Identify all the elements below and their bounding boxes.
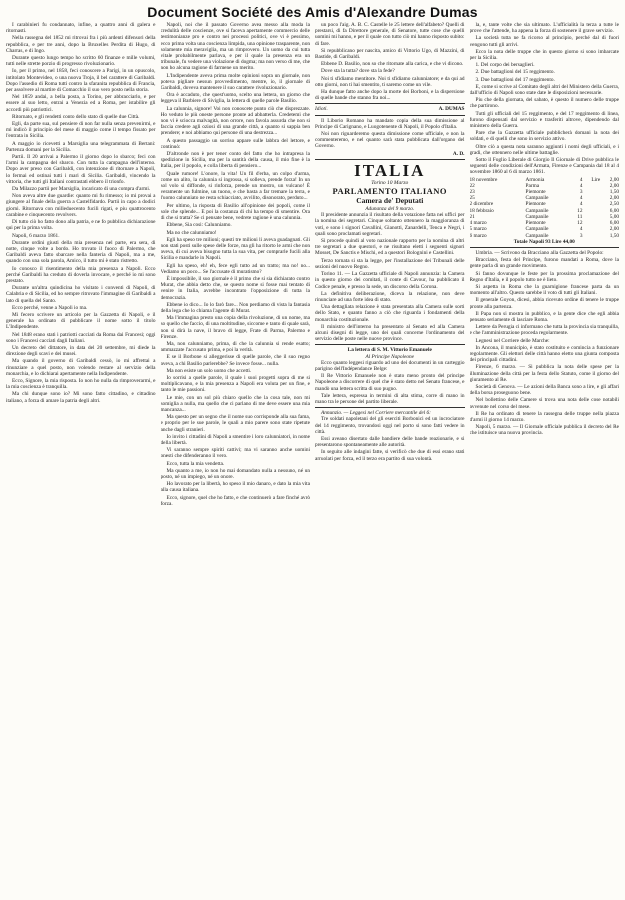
table-cell: 18 novembre <box>469 176 498 183</box>
section-heading: PARLAMENTO ITALIANO <box>332 186 448 197</box>
article-paragraph: Si fanno dovunque le feste per la prossima proclamazione del Regno d'Italia, e il popolo tutto ne è lieto. <box>469 270 619 283</box>
article-paragraph: Tale lettera, espressa in termini di alta stima, corre di mano in mano tra le persone del partito liberale. <box>315 392 465 405</box>
table-cell: Lire <box>591 176 601 183</box>
article-paragraph: Dove sta la tutta? dove sta la fede? <box>321 68 395 75</box>
article-paragraph: Un decreto del dittatore, in data del 20 settembre, mi diede la direzione degli scavi e dei musei. <box>6 344 156 358</box>
article-paragraph: Noi ti sfidiamo mentitore. Noi ti sfidiamo calunniatore; e da qui ad otto giorni, non ti hai smentito, ti saremo come un vile. <box>315 75 465 88</box>
table-cell: 4 <box>579 226 583 233</box>
article-paragraph: Quale rumore! L'onore, la vita! Un fil d'erba, un colpo d'arma, come un alito, la calunnia si ingrossa, si solleva, prende forza! In un sol volo si diffonde, si rinforza, prende un mostro, un vulcano! È veramente un fulmine, un tuono, e che basta a far tremare la terra, e l'uomo calunniato ne resta schiacciato, avvilito, disonorato, perduto... <box>160 170 310 202</box>
table-cell: 3 <box>579 189 583 196</box>
signature-row <box>315 106 465 112</box>
seats-table <box>470 177 620 239</box>
article-paragraph: Partii. Il 20 arrivai a Palermo il giorno dopo lo sbarco; feci con l'armi la campagna del sbarco. Con tutta la campagna dell'interno. Dopo aver preso con Garibaldi, con intenzione di ritornare a Napoli, lo fermai ed ostinai tutti i mari di Sicilia. Garibaldi, vincendo la vittoria, che tutti gli Italiani contrastati ebbero il trionfo. <box>6 154 156 185</box>
article-paragraph: Egli ha speso, eh! eh, fece egli tutto ad un tratto; ma no! no... Vediamo un poco... Se l'accusate di muratismo? <box>160 262 310 275</box>
table-cell: 6,00 <box>609 220 619 227</box>
divider <box>315 103 465 104</box>
article-paragraph: Io invito i cittadini di Napoli a smentire i loro calunniatori, in nome della libertà. <box>160 433 310 446</box>
article-paragraph: Bracciano, festa del Principe, furono mandati a Roma, dove la gente parla di un grande movimento. <box>469 257 619 270</box>
article-paragraph: Ma chi dunque sono io? Mi sono fatto cittadino, e cittadino italiano, a forza di amare la patria degli altri. <box>6 391 156 404</box>
article-paragraph: Lettere da Perugia ci informano che tutta la provincia sia tranquilla, e che l'amministrazione proceda regolarmente. <box>469 324 619 337</box>
article-paragraph: I carabinieri fu condannato, infine, a quattro anni di galera e ritornasti. <box>6 22 156 35</box>
table-cell: 22 <box>469 182 475 189</box>
article-paragraph: 1. Del corpo dei bersaglieri. <box>475 62 535 69</box>
table-cell: Campanile <box>525 226 549 233</box>
article-paragraph: Ma, non calunniamo, prima, di che la calunnia si rende esatto; ammazzate l'accusato prima, e poi la verità. <box>160 340 310 354</box>
table-cell: 1,50 <box>609 189 619 196</box>
article-paragraph: Si procede quindi al voto nazionale rapporto per la nomina di altri tre segretari a due questori, e ne risultano eletti i seguenti signori Mosset, De Sanctis e Mischi, ed a questori Bolognini e Castellini. <box>315 238 465 257</box>
article-paragraph: E, come si scrive al Comitato degli altri del Ministero della Guerra, dall'ufficio di Napoli sono state date le disposizioni necessarie. <box>469 83 619 97</box>
article-paragraph: Ebbene D. Basilio, non so che ritornate alla carica, e che vi dicono. <box>321 61 464 68</box>
columns <box>6 22 619 896</box>
article-paragraph: Ora è accaduto, che quest'uomo, scelto una lettera, un giorno che leggeva il Barbiere di Siviglia, la lettera di quelle parole Basilio. <box>160 92 310 105</box>
article-paragraph: Una dettagliata relazione è stata presentata alla Camera sulle sorti dello Stato, e quanto fanno a ciò che riguarda i fondamenti della monarchia costituzionale. <box>315 304 465 323</box>
table-cell: 2,00 <box>609 176 619 183</box>
article-paragraph: Nel 1848 erano stati i patriotti cacciati da Roma dai Francesi; oggi sono i Francesi cacciati dagli Italiani. <box>6 331 156 344</box>
article-paragraph: A maggio io ricevetti a Marsiglia una telegrammata di Bertani: Partenza domani per la Sicilia. <box>6 140 156 153</box>
article-paragraph: Legnesi nel Corriere delle Marche: <box>475 337 550 344</box>
article-paragraph: Nella rassegna del 1852 mi ritrovai fra i più ardenti difensori della repubblica, e per tre anni, dopo la Bruxelles Perdita di Hugo, di Charras, e di Ingo. <box>6 35 156 54</box>
article-paragraph: Il Re Vittorio Emanuele non è stato meno pronto del principe Napoleone a discorrere di quel che è stato detto nel Senato francese, e mandò una lettera scritta di suo pugno. <box>315 373 465 392</box>
article-paragraph: Nel 1859 andai, a bella posta, a Torino, per abbracciarlo, e per essere al suo letto, entrai a Venezia ed a Roma, per istabilire gli accordi più patriottici. <box>6 94 156 113</box>
article-paragraph: La definitiva deliberazione, diceva la relazione, non deve rinunciare ad una forte idea di stato. <box>315 290 465 303</box>
article-paragraph: In Ancona, il municipio, è stato costituito e comincia a funzionare regolarmente. Gli elettori delle città hanno eletto una giunta composta dei principali cittadini. <box>469 344 619 364</box>
article-paragraph: Io, per il primo, nel 1858, feci conoscere a Parigi, in un opuscolo, intitolato Montevideo, o una nuova Troja, il bel carattere di Garibaldi. Dopo l'assedio di Roma tutti contro la sfaranita repubblica di Francia, per assolvere al martire di Comacchio il suo vero posto nella storia. <box>6 68 156 94</box>
article-paragraph: Ma l'immagina presto una copia della rivoluzione, di un nome, ma so quello che faccio, di una moltitudine, siccome e tanto di quale sarà, non si dirà la nave, il bravo di legge, Frate di Parma, Palermo e Firenze. <box>160 315 310 340</box>
table-cell: 4 <box>579 195 583 202</box>
article-paragraph: la, e, tante volte che sia ultimato. L'ufficialità la terza a tutte le prove che l'attende, ha appena la forza di sostenere il grave servizio. <box>469 22 619 35</box>
table-cell: 11 <box>577 213 583 220</box>
article-paragraph: Si aspetta in Roma che la guarnigione francese parta da un momento all'altro. Questo sarebbe il voto di tutti gli Italiani. <box>469 283 619 297</box>
section-masthead: ITALIA <box>354 160 426 180</box>
divider <box>470 247 620 248</box>
table-cell: 2,00 <box>609 195 619 202</box>
table-row <box>470 177 620 183</box>
table-cell: Campanile <box>525 213 549 220</box>
article-paragraph: Ecco, tutta la mia vendetta. <box>166 460 225 467</box>
article-paragraph: L'Indipendente aveva prima molte opinioni sopra un giornale, non poteva pigliare nessun provvedimento, mentre, io, il giornale di Garibaldi, doveva mantenere il suo carattere rivoluzionario. <box>160 72 310 92</box>
table-cell: 4 <box>579 201 583 208</box>
divider <box>315 159 465 160</box>
article-paragraph: La società tutta ne fa ricorso al principio, perché dal di fuori vengono tutti gli arrivi. <box>469 35 619 48</box>
article-paragraph: Napoli, noi che il passato Governo avea messo alla moda la credulità delle coscienze, ove si faceva apertamente commercio delle testimonianze pro e contro nei processi politici, ove vi è pessimo, ecco prima volta una coscienza limpida, una opinione trasparente, non solamente mia meraviglia, ma un rimprovero. Un uomo da cui tutta vitale probabilmente parlava, e per il quale la presenza era un tribunale, fu vedere una violazione di dogma; ma non verso di me, che non ho alcuna ragione di farmene un merito. <box>160 22 310 72</box>
article-paragraph: Durante questo lungo tempo ho scritto 60 finanze e mille volumi, tutti nelle strette porzio di progresso rivoluzionario. <box>6 55 156 68</box>
table-cell: 2 dicembre <box>469 201 494 208</box>
table-cell: 21 <box>469 213 475 220</box>
column-1 <box>6 22 156 896</box>
table-cell: 4 <box>579 176 583 183</box>
article-paragraph: Ma non esiste un solo uomo che accetti. <box>166 367 252 374</box>
annunzio-title: Annunzio. — Leggesi nel Corriere mercantile del 6: <box>321 410 431 417</box>
article-paragraph: Io conosco il risentimento della mia presenza a Napoli. Ecco perché Garibaldi ha creduto di doverla invocare, e perché io mi sono prestato. <box>6 265 156 284</box>
article-paragraph: Per ultimo, la risposta di Basilio all'opinione dei popoli, come il sole che splende... E poi la costanza di chi ha tempo di smentire. Ora di che si tratta? Se ci pensate bene, vedrete ragione è una calunnia. <box>160 202 310 222</box>
article-paragraph: 3. Due battaglioni del 17 reggimento. <box>475 76 555 83</box>
article-paragraph: Ma no che calunniamo! <box>166 229 217 236</box>
table-cell: 6,00 <box>609 207 619 214</box>
article-paragraph: Egli, da parte sua, sul pensiere di non far nulla senza prevenirmi, e mi indicò il principio del mese di maggio come il tempo fissato per l'entrata in Sicilia. <box>6 121 156 140</box>
table-cell: 5,00 <box>609 213 619 220</box>
article-paragraph: Vi saranno sempre spiriti cattivi; ma vi saranno anche uomini onesti che difenderanno il vero. <box>160 447 310 460</box>
signature-ad: A. D. <box>452 150 465 157</box>
article-paragraph: Non aveva altre due guardie: quanto mi fu rimesso; io mi provai a giungere al finale della guerra a Castelfidardo. Partii in capo a dodici giorni. Ritornava con milleduecento fucili rigati, e piu quattrocento carabine e cinquecento revolvers. <box>6 193 156 218</box>
divider <box>315 407 465 408</box>
table-cell: Armonia <box>525 176 545 183</box>
article-paragraph: Di tutto ciò ho fatto dono alla patria, e ne fo pubblica dichiarazione qui per la prima volta. <box>6 219 156 232</box>
article-paragraph: Ecco quanto leggesi riguardo ad uno dei documenti in un carteggio parigino dell'Indépendance Belge: <box>315 359 465 372</box>
article-paragraph: Il Re ha ordinato di tenere la rassegna delle truppe nella piazza d'armi il giorno 14 marzo. <box>469 410 619 423</box>
article-paragraph: Ecco, Signore, la mia risposta. Io non ho nulla da rimproverarmi, e la mia coscienza è tranquilla. <box>6 377 156 391</box>
article-paragraph: Ritornato, e gli rendetti conto dello stato di quelle due Città. <box>12 113 140 120</box>
table-cell: Campanile <box>525 207 549 214</box>
divider <box>315 115 465 116</box>
article-paragraph: D'altronde non è per tener conto del fatto che ho intrapresa la spedizione in Sicilia, ma per la santità della causa, il mio fine è la Italia, per il popolo, e colla liberta di pensiero... <box>160 151 310 170</box>
article-paragraph: In seguito alle indagini fatte, si verificò che due di essi erano stati arruolati per forza, ed il terzo era partito di sua volontà. <box>315 449 465 462</box>
table-cell: 18 febbraio <box>469 207 494 214</box>
signature-dumas: A. DUMAS <box>438 106 465 113</box>
table-cell: 4 marzo <box>469 220 487 227</box>
column-2 <box>161 22 311 896</box>
article-paragraph: Napoli, 5 marzo. — Il Giornale officiale pubblica il decreto del Re che istituisce una nuova provincia. <box>469 424 619 437</box>
table-cell: 12 <box>577 220 583 227</box>
article-paragraph: Tre soldati napoletani del gli eserciti Borbonici ed un incrociatore del 14 reggimento, trovandosi oggi nel porto si sono fatti vedere in città. <box>315 416 465 435</box>
table-cell: Piemonte <box>525 220 546 227</box>
article-paragraph: Il generale Goyon, dicesi, abbia ricevuto ordine di tenere le truppe pronte alla partenza. <box>469 297 619 310</box>
divider <box>315 344 465 345</box>
table-cell: 25 <box>469 195 475 202</box>
article-paragraph: Da Milazzo partii per Marsiglia, incaricato di una compra d'armi. <box>12 186 151 193</box>
table-cell: 6 marzo <box>469 232 487 239</box>
article-paragraph: Sotto il Foglio Liberale di Giorgio Il Giornale di Drive pubblica le seguenti delle condizioni dell'Armata, Firenze e Campania dal 18 al 4 novembre 1860 al 6 di marzo 1861. <box>469 157 619 176</box>
article-paragraph: Tutti gli ufficiali del 15 reggimento, e del 17 reggimento di linea, furono dispensati dal servizio e trasferiti altrove, dipendendo dal ministero della Guerra. <box>469 110 619 130</box>
article-paragraph: La calunnia, signore! Voi non conoscete punto ciò che disprezzate. Ho veduto le più oneste persone pronte ad abbatterla. Credetemi che non vi è sciocca malvagità, non orrore, non favola assurda che non si faccia credere agli oziosi di una grande città, a quanto si sappia ben prendere; e noi abbiamo qui persone di una destrezza... <box>160 105 310 137</box>
table-cell: Piemonte <box>525 189 546 196</box>
column-4 <box>470 22 620 896</box>
article-paragraph: Ma quando il governo di Garibaldi cessò, io mi affrettai a rinunziare a quel posto, non volendo restare al servizio della monarchia, e lo dichiarai apertamente nella Indipendente. <box>6 358 156 377</box>
article-paragraph: Ebbene io dico... Io lo farò fare... Non perdiamo di vista la fantasia della lega che lo chiama l'agente di Murat. <box>160 301 310 314</box>
article-paragraph: Noi non riguarderemo questa dimissione come ufficiale, e non la commenteremo, e nel quanto sarà stata pubblicata dall'organo del Governo. <box>315 131 465 150</box>
article-paragraph: Piu che della giornata, del sabato, è questo il numero delle truppe che partirono. <box>469 97 619 110</box>
article-paragraph: Pare che la Gazzetta ufficiale pubblicherà domani la nota dei soldati, e di quelli che sono in servizio attivo. <box>469 130 619 143</box>
letter-subheading: Al Principe Napoleone <box>365 353 415 360</box>
table-cell: Campanile <box>525 195 549 202</box>
article-paragraph: E se il Borbone si alleggerisse di quelle parole, che il suo regno aveva, a chi Basilio parlerebbe? Se invece fosse... nulla. <box>160 354 310 367</box>
article-paragraph: Il ministro dell'interno ha presentato al Senato ed alla Camera alcuni disegni di legge, uno dei quali concerne l'ordinamento del servizio delle poste nelle nuove province. <box>315 323 465 343</box>
article-paragraph: Ecco perché, venne a Napoli io ma. <box>12 304 88 311</box>
article-paragraph: È impossibile, il suo giornale è il primo che si sia dichiarato contro Murat, che abbia detto che, se questo nome si fosse mai tentato di venire in Italia, avrebbe incontrato l'opposizione di tutta la democrazia. <box>160 275 310 301</box>
article-paragraph: Durante ordini giusti della mia presenza nel parte, era sera, di notte, cinque volte a bordo. Ho trovato il fuoco di Palermo, che Garibaldi aveva fatto sbarcare nella fanteria di Napoli, ma a me, quando con una sola parola, Amico, il tutto mi è stato ristretto. <box>6 239 156 265</box>
article-paragraph: un poco l'aig. A. B. C. Castelle le 25 lettere dell'alfabeto? Quelli di prestarsi, di fa Direttore generale, di Senatore, tutte cose che quelli uomini mi hanno, e per il quale con tutto ciò mi hanno risposto subito: di fare. <box>315 22 465 47</box>
table-cell: 12 <box>577 207 583 214</box>
article-paragraph: Oltre ciò a questa nota saranno aggiunti i nomi degli ufficiali, e i gradi, che ottennero nelle ultime battaglie. <box>469 143 619 156</box>
article-paragraph: Il Liborio Romano ha mandato copia della sua dimissione al Principe di Carignano, e Luogotenente di Napoli, il Popolo d'Italia. <box>315 117 465 130</box>
article-paragraph: Ma quanto a me, io non ho mai domandato nulla a nessuno, né un posto, né un impiego, né un onore. <box>160 467 310 481</box>
article-paragraph: Terzo tornata si sta la legge, per l'installazione dei Tribunali delle sezioni del nuovo Regno. <box>315 257 465 270</box>
article-paragraph: Ho lavorato per la libertà, ho speso il mio danaro, e dato la mia vita alla causa italiana. <box>160 481 310 494</box>
table-cell: 4 <box>579 182 583 189</box>
article-paragraph: Ha dunque fatto anche dopo la morte dei Borboni, e la dispersione di quelle bande che stanno fra noi... <box>315 89 465 102</box>
table-cell: Campanile <box>525 232 549 239</box>
article-paragraph: Durante un'altra quindicina ho visitato i conventi di Napoli, di Calabria e di Sicilia, ed ho sempre ritrovato l'immagine di Garibaldi a lato di quella del Santo. <box>6 285 156 304</box>
article-paragraph: Ecco la nota delle truppe che in questo giorno si sono imbarcate per la Sicilia. <box>469 48 619 62</box>
table-total: Totale Napoli 93 Lire 44,00 <box>513 238 575 245</box>
article-paragraph: Si repubblicano per nascita, amico di Vittorio Ugo, di Mazzini, di Bastide, di Garibaldi. <box>315 47 465 61</box>
article-paragraph: Mi fecero scrivere un articolo per la Gazzetta di Napoli, e il generale ha ordinato di pubblicare il nome sotto il titolo L'Indipendente. <box>6 311 156 331</box>
article-paragraph: Napoli, 6 marzo 1861. <box>12 232 60 239</box>
watermark: Document Société des Amis d'Alexandre Dumas <box>147 4 478 20</box>
table-cell: 23 <box>469 189 475 196</box>
table-cell: Piemonte <box>525 201 546 208</box>
table-cell: Parma <box>525 182 540 189</box>
table-cell: 5 marzo <box>469 226 487 233</box>
article-paragraph: Ma questo per un segno che il nome suo corrisponde alla sua fama, e proprio per le sue parole, le quali a mio parere sono state ripetute anche dagli stranieri. <box>160 414 310 433</box>
article-paragraph: Ebbene, Sia cosi: Calunniamo. <box>166 222 232 229</box>
article-paragraph: Egli ha speso tre milioni; questi tre milioni li aveva guadagnati. Gli non stati posti sulle spese delle forze, ma gli ha ritorto le armi che non aveva, di cui aveva bisogno tutta la sua vita, per comprarle fucili alla Sicilia e mandarle in Napoli. <box>160 236 310 262</box>
article-paragraph: Io sorrisi a quelle parole, il quale i suoi progetti sopra di me si moltiplicavano, e la mia presenza a Napoli era voluta per un fine, e tanto le mie passioni. <box>160 374 310 394</box>
table-cell: 2,00 <box>609 226 619 233</box>
article-paragraph: Le mie, con un sol più chiaro quello che la cosa tale, non mi somiglia a nulla, ma quello che ci parlano di me deve essere una mia mancanza... <box>160 394 310 413</box>
article-paragraph: Umbria. — Scrivono da Bracciano alla Gazzetta del Popolo: <box>475 249 604 256</box>
table-cell: 3 <box>579 232 583 239</box>
article-paragraph: Essi aveano disertato dalle bandiere delle bande reazionarie, e si presentarono spontaneamente alle autorità. <box>315 435 465 449</box>
article-paragraph: Torino 11. — La Gazzetta ufficiale di Napoli annunzia: la Camera in questo giorno dei comitati, il conte di Cavour, ha pubblicato il Codice penale, e presso la sede, un discorso della Corona. <box>315 271 465 290</box>
sign-left: Idioti. <box>315 106 328 113</box>
article-paragraph: Firenze, 6 marzo. — Si pubblica la nota delle spese per la illuminazione della città per la festa dello Statuto, come il giorno del giuramento al Re. <box>469 364 619 383</box>
table-cell: 2,50 <box>609 201 619 208</box>
article-paragraph: A questo passaggio un sorriso appare sulle labbra del lettore, e continuò: <box>160 137 310 150</box>
article-paragraph: Società di Genova. — Le azioni della Banca sono a lire, e gli affari della borsa proseguono bene. <box>469 383 619 397</box>
letter-heading: La lettera di S. M. Vittorio Emanuele <box>347 347 432 354</box>
article-paragraph: 2. Due battaglioni del 15 reggimento. <box>475 69 555 76</box>
article-paragraph: Il presidente annunzia il risultato della votazione fatta nei uffici per la nomina dei segretari. Cinque soltanto ottennero la maggioranza di voti, e sono i signori Cavallini, Gianotti, Zanardelli, Tenca e Negri, i quali sono proclamati segretari. <box>315 212 465 237</box>
article-paragraph: Ecco, signore, quel che ho fatto, e che continuerò a fare finché avrò forza. <box>160 494 310 507</box>
column-3 <box>315 22 465 896</box>
dateline: Torino 10 Marzo <box>371 179 409 186</box>
table-cell: 1,50 <box>609 232 619 239</box>
chamber-heading: Camera de' Deputati <box>356 196 424 206</box>
table-cell: 2,00 <box>609 182 619 189</box>
session-heading: Adunanza del 9 marzo. <box>365 206 415 213</box>
article-paragraph: Nel bollettino delle Camere si trova una nota delle cose notabili avvenute nel corso del mese. <box>469 397 619 410</box>
article-paragraph: Il Papa non si mostra in pubblico, e la gente dice che egli abbia pensato seriamente di lasciare Roma. <box>469 310 619 323</box>
